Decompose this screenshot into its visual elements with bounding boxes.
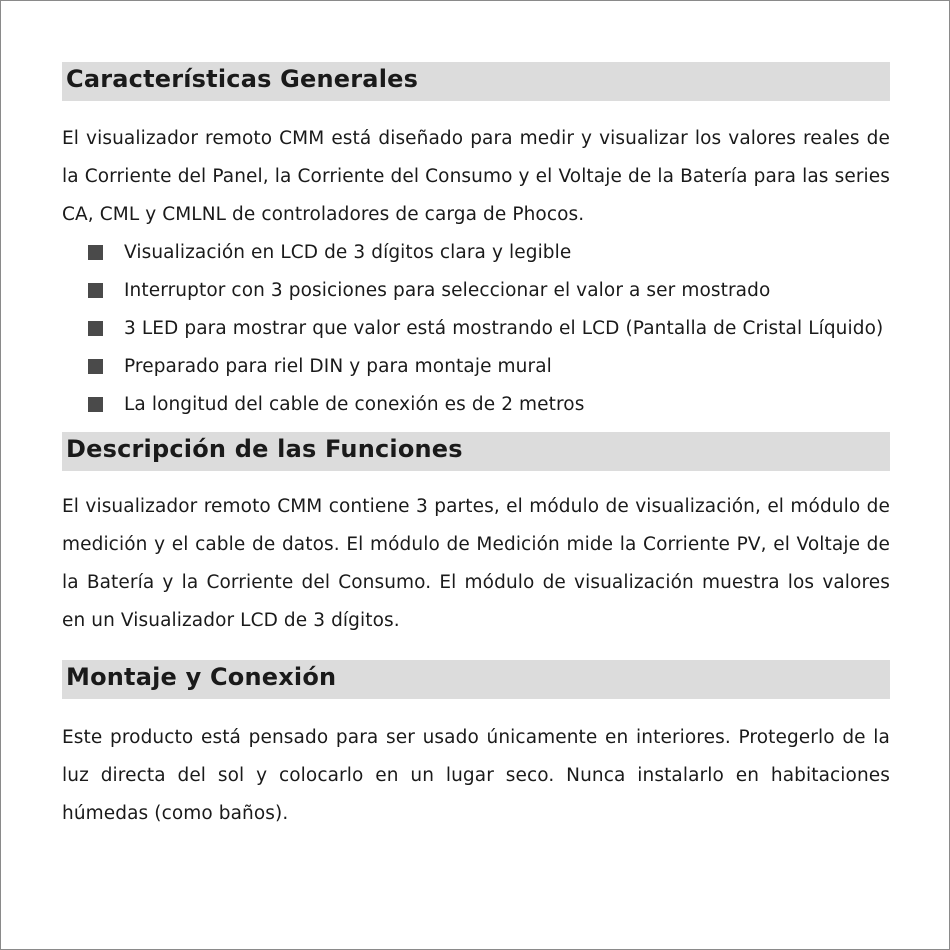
bullet-square-icon — [88, 245, 103, 260]
section-paragraph-montaje: Este producto está pensado para ser usado únicamente en interiores. Protegerlo de la luz directa del sol y colocarlo en un lugar seco. Nunca instalarlo en habitaciones húmedas (como baños). — [62, 727, 890, 824]
feature-text: Preparado para riel DIN y para montaje mural — [124, 356, 552, 377]
section-paragraph-descripcion: El visualizador remoto CMM contiene 3 partes, el módulo de visualización, el módulo de medición y el cable de datos. El módulo de Medición mide la Corriente PV, el Voltaje de la Batería y la Corriente del Consumo. El módulo de visualización muestra los valores en un Visualizador LCD de 3 dígitos. — [62, 496, 890, 631]
section-heading-descripcion: Descripción de las Funciones — [62, 432, 890, 471]
feature-list-item — [62, 386, 890, 424]
bullet-square-icon — [88, 321, 103, 336]
section-paragraph-caracteristicas: El visualizador remoto CMM está diseñado para medir y visualizar los valores reales de la Corriente del Panel, la Corriente del Consumo y el Voltaje de la Batería para las series CA, CML y CMLNL de controladores de carga de Phocos. — [62, 128, 890, 225]
feature-text: Visualización en LCD de 3 dígitos clara y legible — [124, 242, 572, 263]
feature-text: Interruptor con 3 posiciones para seleccionar el valor a ser mostrado — [124, 280, 771, 301]
feature-list — [62, 234, 890, 424]
feature-list-item — [62, 272, 890, 310]
feature-list-item — [62, 234, 890, 272]
feature-text: 3 LED para mostrar que valor está mostrando el LCD (Pantalla de Cristal Líquido) — [124, 318, 884, 339]
section-heading-caracteristicas: Características Generales — [62, 62, 890, 101]
bullet-square-icon — [88, 397, 103, 412]
bullet-square-icon — [88, 283, 103, 298]
section-heading-montaje: Montaje y Conexión — [62, 660, 890, 699]
document-content — [62, 62, 890, 833]
bullet-square-icon — [88, 359, 103, 374]
feature-list-item — [62, 310, 890, 348]
feature-text: La longitud del cable de conexión es de 2 metros — [124, 394, 585, 415]
feature-list-item — [62, 348, 890, 386]
